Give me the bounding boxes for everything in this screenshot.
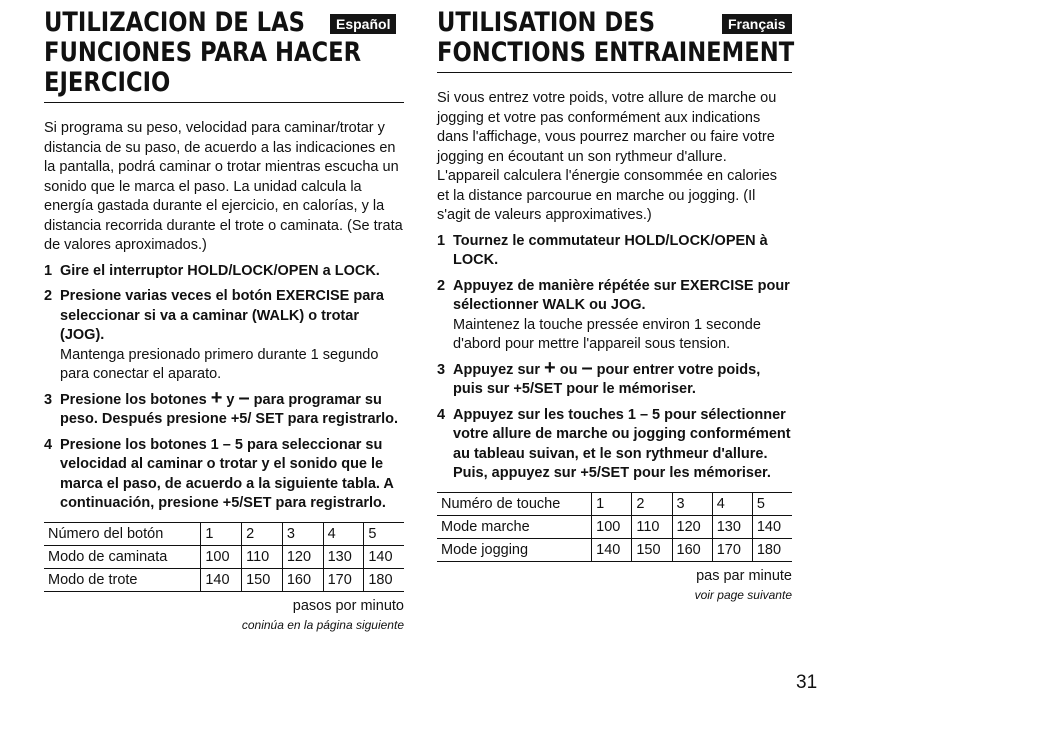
table-row — [44, 545, 404, 568]
step-2 — [437, 277, 792, 355]
step-number: 2 — [44, 288, 53, 304]
step-text: Gire el interruptor HOLD/LOCK/OPEN a LOCK. — [60, 262, 380, 279]
table-cell: 1 — [201, 522, 242, 545]
step-text: y — [226, 391, 235, 408]
page-number: 31 — [796, 672, 818, 693]
step-note: Mantenga presionado primero durante 1 segundo para conectar el aparato. — [60, 346, 379, 382]
title-line: FONCTIONS ENTRAINEMENT — [437, 37, 795, 68]
step-1 — [44, 262, 404, 282]
table-cell: 110 — [242, 545, 283, 568]
language-badge-french: Français — [722, 14, 792, 34]
unit-label: pas par minute — [696, 567, 792, 584]
step-2 — [44, 287, 404, 385]
table-cell: 140 — [201, 568, 242, 591]
unit-label: pasos por minuto — [292, 597, 404, 614]
table-cell: 120 — [672, 515, 712, 538]
step-text: Presione los botones 1 – 5 para seleccionar su velocidad al caminar o trotar y el sonido que le marca el paso, de acuerdo a la siguiente tabla. A continuación, presione +5/SET para registrarlo. — [60, 436, 394, 511]
table-cell: 130 — [323, 545, 364, 568]
table-cell: 110 — [632, 515, 672, 538]
table-cell: 160 — [282, 568, 323, 591]
step-4 — [44, 436, 404, 514]
step-number: 3 — [44, 391, 53, 408]
plus-icon: + — [544, 356, 556, 379]
french-column — [437, 7, 795, 602]
table-cell: 2 — [242, 522, 283, 545]
title-line: FUNCIONES PARA HACER — [44, 37, 362, 68]
table-cell: 4 — [712, 492, 752, 515]
minus-icon: – — [238, 386, 250, 409]
step-text: pour entrer votre poids, puis sur +5/SET pour le mémoriser. — [453, 361, 761, 397]
intro-paragraph: Si vous entrez votre poids, votre allure de marche ou jogging et votre pas conformément aux indications dans l'affichage, vous pourrez marcher ou faire votre jogging en écoutant un son rythmeur d'allure. L'appareil calculera l'énergie consommée en calories et la distance parcourue en marche ou jogging. (Il s'agit de valeurs approximatives.) — [437, 90, 778, 223]
step-text: para programar su peso. Después presione +5/ SET para registrarlo. — [60, 391, 399, 427]
table-cell: 140 — [752, 515, 792, 538]
table-cell: 120 — [282, 545, 323, 568]
step-text: Tournez le commutateur HOLD/LOCK/OPEN à LOCK. — [453, 232, 768, 268]
table-cell: Mode marche — [437, 515, 592, 538]
step-text: Presione los botones — [60, 391, 207, 408]
spanish-title — [44, 7, 362, 102]
spanish-column — [44, 8, 404, 632]
table-row — [437, 538, 792, 561]
table-cell: 140 — [364, 545, 404, 568]
minus-icon: – — [581, 356, 593, 379]
table-cell: Modo de caminata — [44, 545, 201, 568]
table-cell: 5 — [364, 522, 404, 545]
title-line: EJERCICIO — [44, 67, 171, 98]
continue-note: voir page suivante — [694, 587, 792, 602]
title-line: UTILISATION DES — [437, 7, 656, 38]
table-cell: 3 — [282, 522, 323, 545]
step-number: 1 — [44, 262, 53, 279]
step-text: Presione varias veces el botón EXERCISE para seleccionar si va a caminar (WALK) o trotar (JOG). — [60, 288, 384, 343]
french-header — [437, 7, 795, 73]
step-number: 1 — [437, 232, 446, 249]
table-cell: 170 — [323, 568, 364, 591]
table-row — [437, 492, 792, 515]
step-number: 3 — [437, 361, 446, 378]
step-text: Appuyez sur les touches 1 – 5 pour sélectionner votre allure de marche ou jogging conformément au tableau suivan, et le son rythmeur d'allure. Puis, appuyez sur +5/SET pour les mémoriser. — [453, 406, 791, 481]
language-badge-spanish: Español — [330, 14, 396, 34]
table-cell: 3 — [672, 492, 712, 515]
table-cell: 150 — [632, 538, 672, 561]
table-row — [44, 522, 404, 545]
intro-paragraph: Si programa su peso, velocidad para caminar/trotar y distancia de su paso, de acuerdo a las indicaciones en la pantalla, podrá caminar o trotar mientras escucha un sonido que le marca el paso. La unidad calcula la energía gastada durante el ejercicio, en calorías, y la distancia recorrida durante el trote o caminata. (Se trata de valores aproximados.) — [44, 120, 403, 253]
table-cell: 5 — [752, 492, 792, 515]
step-text: Appuyez de manière répétée sur EXERCISE pour sélectionner WALK ou JOG. — [453, 277, 790, 313]
step-number: 4 — [44, 436, 53, 453]
step-3 — [44, 386, 404, 430]
table-cell: 100 — [201, 545, 242, 568]
table-cell: 150 — [242, 568, 283, 591]
title-line: UTILIZACION DE LAS — [44, 7, 306, 38]
step-note: Maintenez la touche pressée environ 1 seconde d'abord pour mettre l'appareil sous tension. — [453, 316, 761, 352]
table-cell: 170 — [712, 538, 752, 561]
step-1 — [437, 232, 792, 271]
table-cell: 160 — [672, 538, 712, 561]
plus-icon: + — [210, 386, 223, 409]
table-cell: Numéro de touche — [437, 492, 592, 515]
step-4 — [437, 406, 792, 484]
pace-table-french — [437, 492, 792, 562]
table-row — [437, 515, 792, 538]
pace-table-spanish — [44, 522, 404, 592]
table-cell: 140 — [592, 538, 632, 561]
table-cell: 180 — [752, 538, 792, 561]
table-cell: Mode jogging — [437, 538, 592, 561]
table-row — [44, 568, 404, 591]
table-cell: 180 — [364, 568, 404, 591]
step-text: ou — [559, 361, 578, 378]
step-number: 4 — [437, 406, 446, 423]
step-text: Appuyez sur — [453, 361, 541, 378]
continue-note: coninúa en la página siguiente — [241, 617, 404, 632]
step-number: 2 — [437, 277, 446, 294]
spanish-header — [44, 8, 404, 103]
table-cell: 1 — [592, 492, 632, 515]
step-3 — [437, 356, 792, 400]
table-cell: Número del botón — [44, 522, 201, 545]
table-cell: 2 — [632, 492, 672, 515]
table-cell: Modo de trote — [44, 568, 201, 591]
table-cell: 130 — [712, 515, 752, 538]
table-cell: 4 — [323, 522, 364, 545]
table-cell: 100 — [592, 515, 632, 538]
